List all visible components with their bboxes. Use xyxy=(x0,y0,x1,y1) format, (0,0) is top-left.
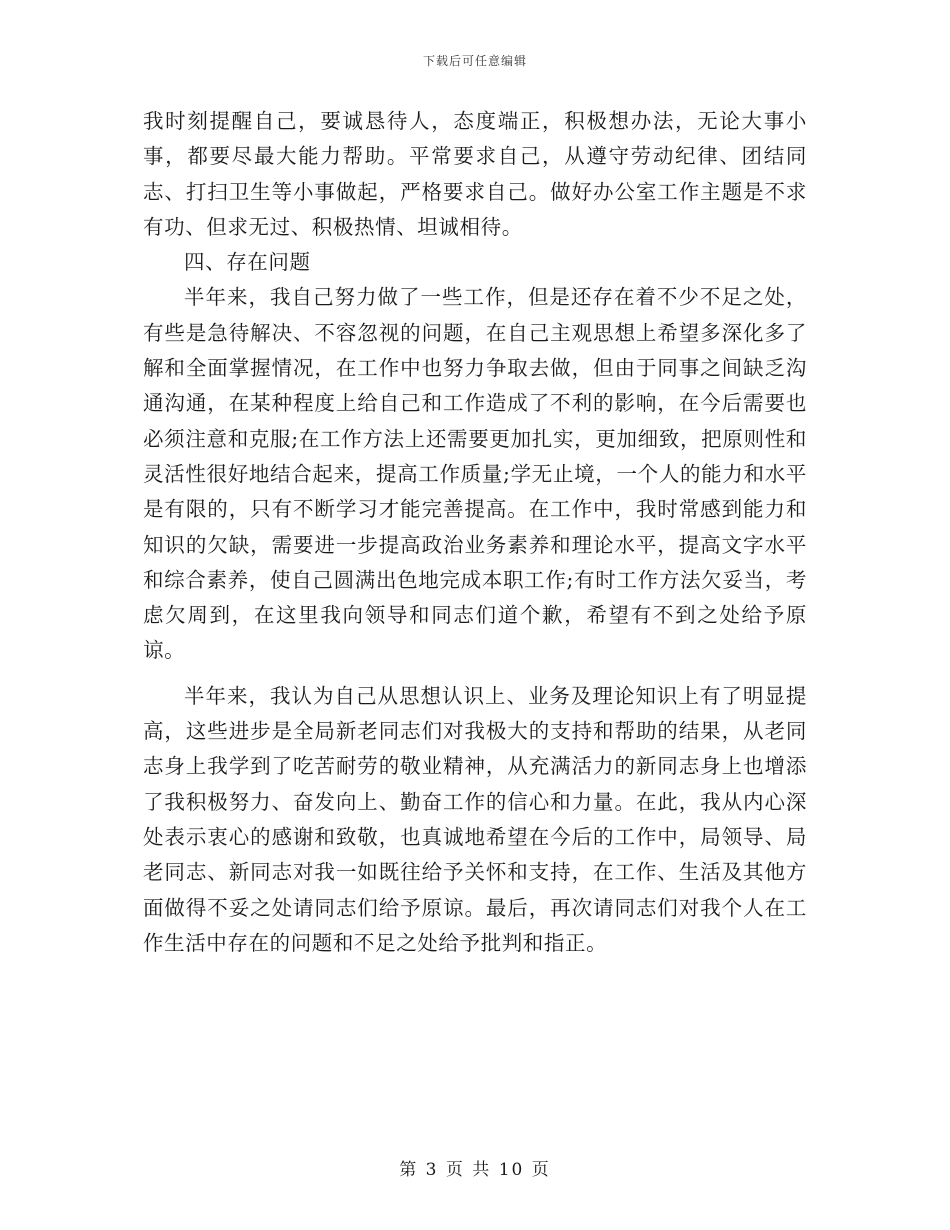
document-body xyxy=(143,104,807,961)
section-heading-problems: 四、存在问题 xyxy=(184,250,311,275)
page-number-footer: 第 3 页 共 10 页 xyxy=(399,1160,551,1180)
page-header: 下载后可任意编辑 xyxy=(422,54,527,68)
paragraph-problems: 半年来，我自己努力做了一些工作，但是还存在着不少不足之处，有些是急待解决、不容忽视的问题，在自己主观思想上希望多深化多了解和全面掌握情况，在工作中也努力争取去做，但由于同事之间缺乏沟通沟通，在某种程度上给自己和工作造成了不利的影响，在今后需要也必须注意和克服;在工作方法上还需要更加扎实，更加细致，把原则性和灵活性很好地结合起来，提高工作质量;学无止境，一个人的能力和水平是有限的，只有不断学习才能完善提高。在工作中，我时常感到能力和知识的欠缺，需要进一步提高政治业务素养和理论水平，提高文字水平和综合素养，使自己圆满出色地完成本职工作;有时工作方法欠妥当，考虑欠周到，在这里我向领导和同志们道个歉，希望有不到之处给予原谅。 xyxy=(143,285,807,663)
paragraph-conduct: 我时刻提醒自己，要诚恳待人，态度端正，积极想办法，无论大事小事，都要尽最大能力帮助。平常要求自己，从遵守劳动纪律、团结同志、打扫卫生等小事做起，严格要求自己。做好办公室工作主题是不求有功、但求无过、积极热情、坦诚相待。 xyxy=(143,109,807,239)
paragraph-conclusion: 半年来，我认为自己从思想认识上、业务及理论知识上有了明显提高，这些进步是全局新老同志们对我极大的支持和帮助的结果，从老同志身上我学到了吃苦耐劳的敬业精神，从充满活力的新同志身上也增添了我积极努力、奋发向上、勤奋工作的信心和力量。在此，我从内心深处表示衷心的感谢和致敬，也真诚地希望在今后的工作中，局领导、局老同志、新同志对我一如既往给予关怀和支持，在工作、生活及其他方面做得不妥之处请同志们给予原谅。最后，再次请同志们对我个人在工作生活中存在的问题和不足之处给予批判和指正。 xyxy=(143,683,807,955)
